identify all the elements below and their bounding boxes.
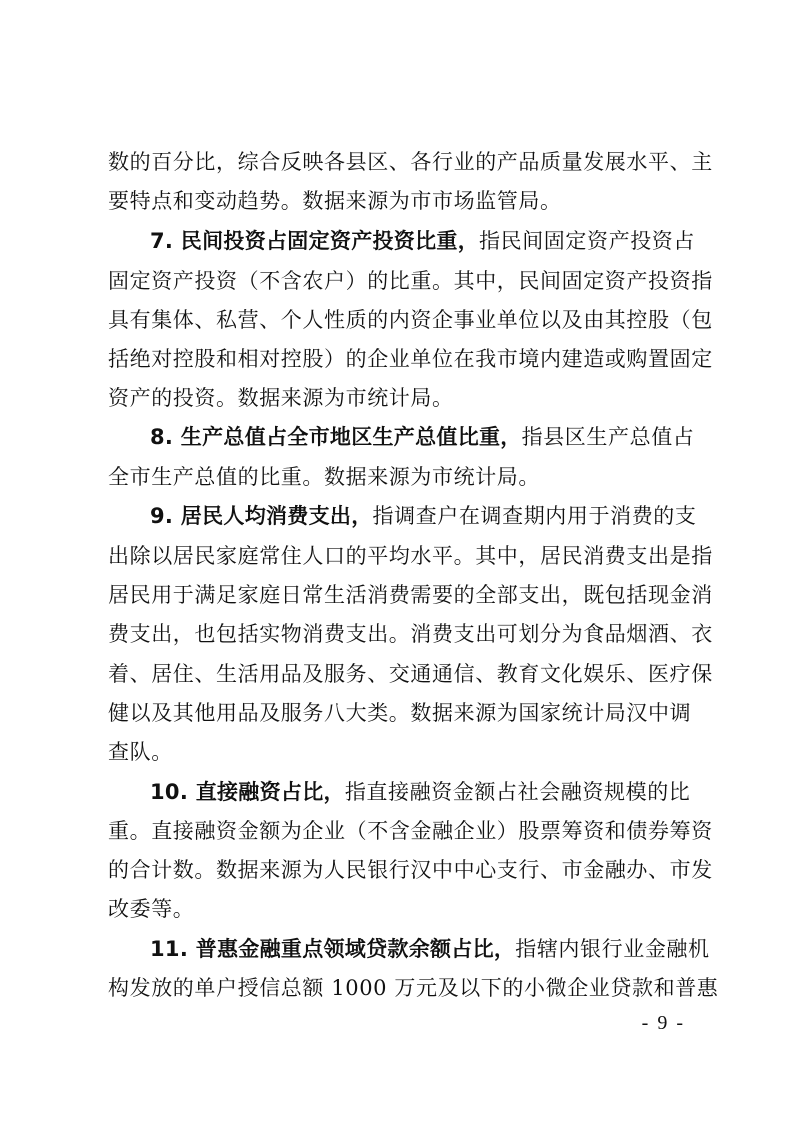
text-line	[108, 342, 713, 376]
text-line	[108, 735, 688, 769]
item-7-heading-line	[150, 224, 695, 258]
line-text: 括绝对控股和相对控股）的企业单位在我市境内建造或购置固定	[108, 347, 713, 371]
text-line	[108, 657, 713, 691]
line-text: 指辖内银行业金融机	[515, 937, 710, 961]
line-text: 指县区生产总值占	[521, 425, 695, 449]
line-text: 固定资产投资（不含农户）的比重。其中，民间固定资产投资指	[108, 269, 713, 293]
item-8-heading-line	[150, 420, 695, 454]
line-text: 构发放的单户授信总额 1000 万元及以下的小微企业贷款和普惠	[108, 976, 719, 1000]
line-text: 要特点和变动趋势。数据来源为市市场监管局。	[108, 189, 562, 213]
text-line	[108, 814, 713, 848]
item-10-heading-line	[150, 775, 691, 809]
line-text: 费支出，也包括实物消费支出。消费支出可划分为食品烟酒、衣	[108, 622, 713, 646]
line-text: 全市生产总值的比重。数据来源为市统计局。	[108, 465, 540, 489]
text-line	[108, 539, 713, 573]
text-line	[108, 303, 713, 337]
line-text: 的合计数。数据来源为人民银行汉中中心支行、市金融办、市发	[108, 858, 713, 882]
text-line	[108, 853, 713, 887]
item-9-title: 9. 居民人均消费支出，	[150, 504, 373, 528]
line-text: 数的百分比，综合反映各县区、各行业的产品质量发展水平、主	[108, 150, 713, 174]
item-7-title: 7. 民间投资占固定资产投资比重，	[150, 229, 479, 253]
text-line	[108, 971, 719, 1005]
text-line	[108, 145, 713, 179]
page-number: - 9 -	[641, 1012, 685, 1034]
line-text: 重。直接融资金额为企业（不含金融企业）股票筹资和债券筹资	[108, 819, 713, 843]
line-text: 改委等。	[108, 897, 195, 921]
text-line	[108, 460, 688, 494]
line-text: 指民间固定资产投资占	[479, 229, 695, 253]
text-line	[108, 892, 688, 926]
item-11-heading-line	[150, 932, 710, 966]
text-line	[108, 264, 713, 298]
line-text: 居民用于满足家庭日常生活消费需要的全部支出，既包括现金消	[108, 583, 713, 607]
line-text: 指调查户在调查期内用于消费的支	[372, 504, 697, 528]
line-text: 资产的投资。数据来源为市统计局。	[108, 386, 454, 410]
line-text: 健以及其他用品及服务八大类。数据来源为国家统计局汉中调	[108, 701, 692, 725]
line-text: 查队。	[108, 740, 173, 764]
line-text: 出除以居民家庭常住人口的平均水平。其中，居民消费支出是指	[108, 544, 713, 568]
item-11-title: 11. 普惠金融重点领域贷款余额占比，	[150, 937, 516, 961]
item-10-title: 10. 直接融资占比，	[150, 780, 345, 804]
text-line	[108, 617, 713, 651]
item-8-title: 8. 生产总值占全市地区生产总值比重，	[150, 425, 522, 449]
line-text: 着、居住、生活用品及服务、交通通信、教育文化娱乐、医疗保	[108, 662, 713, 686]
text-line	[108, 696, 692, 730]
line-text: 指直接融资金额占社会融资规模的比	[344, 780, 691, 804]
text-line	[108, 381, 688, 415]
line-text: 具有集体、私营、个人性质的内资企事业单位以及由其控股（包	[108, 308, 713, 332]
text-line	[108, 578, 713, 612]
item-9-heading-line	[150, 499, 697, 533]
text-line	[108, 184, 688, 218]
